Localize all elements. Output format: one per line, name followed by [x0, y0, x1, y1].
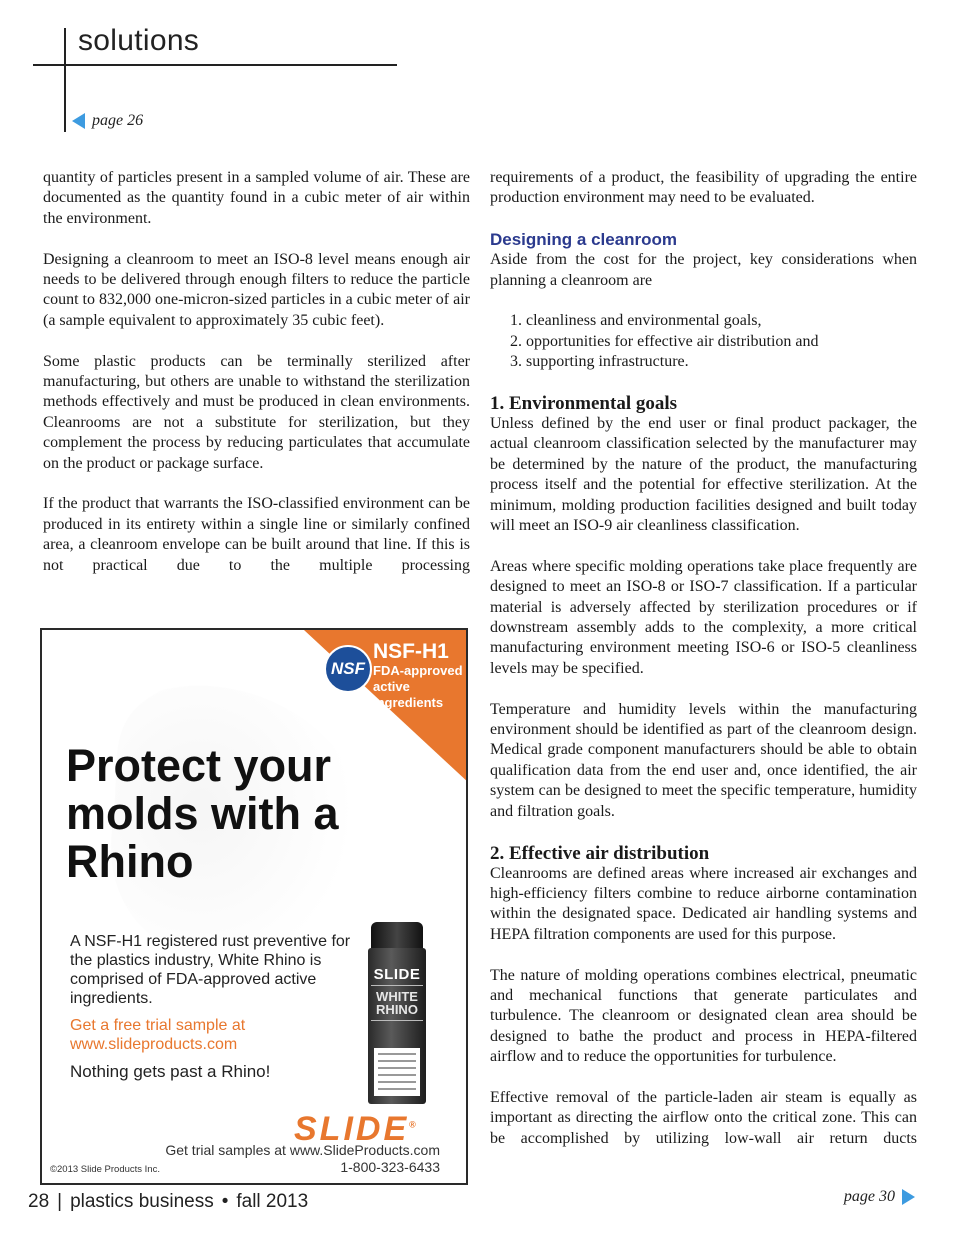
section-title: solutions: [78, 24, 200, 57]
next-page-link[interactable]: [844, 1188, 915, 1206]
registered-mark: ®: [409, 1119, 416, 1130]
body-paragraph: Some plastic products can be terminally sterilized after manufacturing, but others are unable to withstand the sterilization methods effectively and must be produced in clean environments. Cleanrooms are not a substitute for sterilization, but they complement the process by reducing particulates that accumulate on the product or package surface.: [43, 352, 470, 472]
list-item: 1. cleanliness and environmental goals,: [526, 311, 917, 331]
header-horizontal-rule: [33, 64, 397, 66]
body-paragraph: Designing a cleanroom to meet an ISO-8 level means enough air needs to be delivered through enough filters to reduce the particle count to 832,000 one-micron-sized particles in a cubic meter of air (a sample equivalent to approximately 35 cubic feet).: [43, 250, 470, 329]
can-brand-label: SLIDE: [373, 966, 421, 983]
ad-trial-link[interactable]: Get a free trial sample at www.slideproducts.com: [70, 1017, 246, 1053]
nsf-title: NSF-H1: [373, 640, 449, 663]
arrow-right-icon: [902, 1189, 915, 1205]
body-paragraph: If the product that warrants the ISO-classified environment can be produced in its entirety within a single line or similarly confined area, a cleanroom envelope can be built around that line. If this is not practical due to the multiple processing: [43, 495, 470, 574]
ad-body-text: A NSF-H1 registered rust preventive for the plastics industry, White Rhino is comprised of FDA-approved active ingredients.: [70, 933, 351, 1007]
previous-page-label: page 26: [92, 112, 144, 129]
issue-date: fall 2013: [236, 1191, 309, 1212]
body-paragraph: Effective removal of the particle-laden air steam is equally as important as directing the airflow onto the critical zone. This can be accomplished by utilizing low-wall air return ducts: [490, 1088, 917, 1147]
body-paragraph: The nature of molding operations combines electrical, pneumatic and mechanical functions that generate particulates and turbulence. The cleanroom or designated clean area should be designed to bathe the product and process in HEPA-filtered airflow and to reduce the opportunities for turbulence.: [490, 966, 917, 1066]
nsf-logo: NSF: [324, 645, 372, 693]
body-paragraph: Temperature and humidity levels within the manufacturing environment should be identified as part of the cleanroom design. Medical grade component manufacturers should be able to obtain qualification data from the end user and, once identified, the air system can be designed to meet the specific temperature, humidity and filtration goals.: [490, 700, 917, 820]
publication-name: plastics business: [70, 1191, 214, 1212]
page-number: 28: [28, 1191, 50, 1212]
slide-logo-text: SLIDE: [294, 1110, 410, 1148]
designing-heading: Designing a cleanroom: [490, 230, 678, 250]
environmental-goals-heading: 1. Environmental goals: [490, 393, 678, 415]
air-distribution-heading: 2. Effective air distribution: [490, 842, 710, 864]
footer-divider: |: [57, 1191, 63, 1212]
header-vertical-rule: [64, 28, 66, 132]
ad-website-text: Get trial samples at www.SlideProducts.com: [165, 1142, 440, 1158]
can-product-name: WHITE RHINO: [376, 989, 418, 1017]
ad-headline: Protect your molds with a Rhino: [66, 740, 339, 887]
previous-page-link[interactable]: [72, 112, 143, 130]
bullet-separator: •: [221, 1191, 229, 1212]
arrow-left-icon: [72, 113, 85, 129]
body-paragraph: Areas where specific molding operations take place frequently are designed to meet an ISO-8 or ISO-7 classification. If a particular material is adversely affected by sterilization procedures or if downstream assembly adds to the complexity, a more critical manufacturing environment meeting ISO-6 or ISO-5 cleanliness levels may be specified.: [490, 557, 917, 677]
body-paragraph: Cleanrooms are defined areas where increased air exchanges and high-efficiency filters combine to reduce airborne contamination within the designated space. Dedicated air handling systems and HEPA filtration components are used for this purpose.: [490, 864, 917, 943]
considerations-list: [490, 311, 917, 372]
body-paragraph: quantity of particles present in a sampled volume of air. These are documented as the quantity found in a cubic meter of air within the environment.: [43, 169, 470, 227]
nsf-description: FDA-approved active ingredients: [373, 663, 463, 710]
body-paragraph: requirements of a product, the feasibility of upgrading the entire production environment may need to be evaluated.: [490, 169, 917, 207]
ad-phone-number: 1-800-323-6433: [340, 1159, 440, 1175]
page-footer: [28, 1191, 308, 1213]
list-item: 3. supporting infrastructure.: [526, 352, 917, 372]
left-column: [43, 168, 470, 596]
ad-copyright: ©2013 Slide Products Inc.: [50, 1164, 160, 1175]
body-paragraph: Aside from the cost for the project, key considerations when planning a cleanroom are: [490, 251, 917, 289]
ad-tagline: Nothing gets past a Rhino!: [70, 1062, 271, 1081]
list-item: 2. opportunities for effective air distribution and: [526, 332, 917, 352]
body-paragraph: Unless defined by the end user or final product packager, the actual cleanroom classification selected by the manufacturer may be determined by the nature of the product, the manufacturing process itself and the potential for effective sterilization. At the minimum, molding production facilities designed and built today will meet an ISO-9 air cleanliness classification.: [490, 415, 917, 535]
right-column: [490, 168, 917, 1170]
advertisement[interactable]: [40, 628, 468, 1185]
spray-can-image: [368, 922, 426, 1104]
next-page-label: page 30: [843, 1188, 895, 1205]
